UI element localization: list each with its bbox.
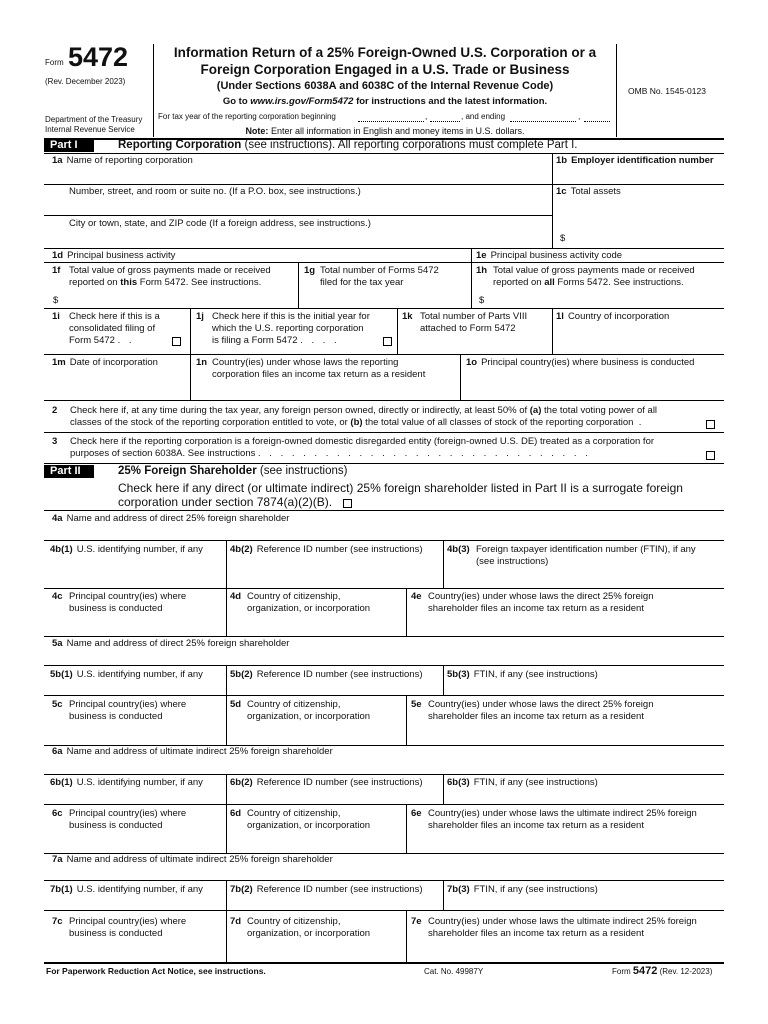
ein-input[interactable] xyxy=(556,168,721,182)
paperwork-notice: For Paperwork Reduction Act Notice, see instructions. xyxy=(46,966,266,976)
tax-year-line: For tax year of the reporting corporation beginning xyxy=(158,112,336,121)
note-line: Note: Enter all information in English and money items in U.S. dollars. xyxy=(245,126,525,136)
part2-title: 25% Foreign Shareholder (see instructions) xyxy=(118,465,348,477)
line-7a-label: 7a Name and address of ultimate indirect 25% foreign shareholder xyxy=(52,854,333,865)
line-1m-label: 1m Date of incorporation xyxy=(52,357,158,368)
line-1j-label: 1j Check here if this is the initial year for which the U.S. reporting corporation is filing a Form 5472 . . . . xyxy=(196,311,370,346)
form-title-line1: Information Return of a 25% Foreign-Owned U.S. Corporation or a xyxy=(173,45,597,60)
line-1e-label: 1e Principal business activity code xyxy=(476,250,623,261)
line-1d-label: 1d Principal business activity xyxy=(52,250,176,261)
total-assets-input[interactable] xyxy=(570,231,720,245)
line-1a-label: 1a Name of reporting corporation xyxy=(52,155,193,166)
tax-year-begin-input[interactable] xyxy=(358,121,424,122)
line-5c-label: 5c Principal country(ies) where business is conducted xyxy=(52,699,187,722)
gross-payments-all-dollar: $ xyxy=(479,295,485,306)
form-title-line2: Foreign Corporation Engaged in a U.S. Trade or Business xyxy=(200,62,570,77)
line-2-label: 2 Check here if, at any time during the tax year, any foreign person owned, directly or indirectly, at least 50% of (a) the total voting power of all classes of the stock of the reporting corporation entitled to vote, or (b) the total value of all classes of stock of the reporting corporation . xyxy=(52,405,658,428)
line-4d-label: 4d Country of citizenship, organization, or incorporation xyxy=(230,591,371,614)
surrogate-foreign-text: Check here if any direct (or ultimate indirect) 25% foreign shareholder listed in Part II is a surrogate foreign corporation under section 7874(a)(2)(B). xyxy=(118,481,683,509)
line-6e-label: 6e Country(ies) under whose laws the ultimate indirect 25% foreign shareholder files an income tax return as a resident xyxy=(411,808,697,831)
line-1f-label: 1f Total value of gross payments made or received reported on this Form 5472. See instructions. xyxy=(52,265,271,288)
line-1h-label: 1h Total value of gross payments made or received reported on all Forms 5472. See instructions. xyxy=(476,265,695,288)
form-number: 5472 xyxy=(68,42,129,72)
line-6d-label: 6d Country of citizenship, organization, or incorporation xyxy=(230,808,371,831)
irs-url-link[interactable]: www.irs.gov/Form5472 xyxy=(250,96,354,107)
omb-number: OMB No. 1545-0123 xyxy=(628,86,706,96)
line-7b3-label: 7b(3) FTIN, if any (see instructions) xyxy=(447,884,598,895)
city-label: City or town, state, and ZIP code (If a foreign address, see instructions.) xyxy=(69,218,371,229)
tax-year-begin-year-input[interactable] xyxy=(430,121,460,122)
line-6a-label: 6a Name and address of ultimate indirect 25% foreign shareholder xyxy=(52,746,333,757)
line-1k-label: 1k Total number of Parts VIII attached to Form 5472 xyxy=(402,311,528,334)
consolidated-filing-checkbox[interactable] xyxy=(172,337,181,346)
line-4b2-label: 4b(2) Reference ID number (see instructions) xyxy=(230,544,423,555)
form-word: Form xyxy=(45,58,64,67)
line-7d-label: 7d Country of citizenship, organization, or incorporation xyxy=(230,916,371,939)
line-4e-label: 4e Country(ies) under whose laws the direct 25% foreign shareholder files an income tax return as a resident xyxy=(411,591,654,614)
line-5b3-label: 5b(3) FTIN, if any (see instructions) xyxy=(447,669,598,680)
city-input[interactable] xyxy=(52,231,547,245)
line-6c-label: 6c Principal country(ies) where business is conducted xyxy=(52,808,187,831)
foreign-owned-de-checkbox[interactable] xyxy=(706,451,715,460)
surrogate-foreign-checkbox[interactable] xyxy=(343,499,352,508)
total-assets-dollar: $ xyxy=(560,233,566,244)
reporting-corp-name-input[interactable] xyxy=(52,168,547,182)
initial-year-checkbox[interactable] xyxy=(383,337,392,346)
line-5a-label: 5a Name and address of direct 25% foreign shareholder xyxy=(52,638,290,649)
line-6b3-label: 6b(3) FTIN, if any (see instructions) xyxy=(447,777,598,788)
line-5b2-label: 5b(2) Reference ID number (see instructions) xyxy=(230,669,423,680)
gross-payments-this-dollar: $ xyxy=(53,295,59,306)
line-1b-label: 1b Employer identification number xyxy=(556,155,714,166)
tax-year-end-input[interactable] xyxy=(510,121,576,122)
instructions-url-line: Go to www.irs.gov/Form5472 for instructions and the latest information. xyxy=(222,96,548,107)
line-7e-label: 7e Country(ies) under whose laws the ultimate indirect 25% foreign shareholder files an income tax return as a resident xyxy=(411,916,697,939)
line-1g-label: 1g Total number of Forms 5472 filed for the tax year xyxy=(304,265,439,288)
line-5b1-label: 5b(1) U.S. identifying number, if any xyxy=(50,669,203,680)
line-4a-label: 4a Name and address of direct 25% foreign shareholder xyxy=(52,513,290,524)
footer-form-id: Form 5472 (Rev. 12-2023) xyxy=(612,965,713,977)
catalog-number: Cat. No. 49987Y xyxy=(424,967,484,976)
dept-irs: Internal Revenue Service xyxy=(45,125,135,134)
line-5e-label: 5e Country(ies) under whose laws the direct 25% foreign shareholder files an income tax return as a resident xyxy=(411,699,654,722)
tax-year-end-year-input[interactable] xyxy=(584,121,610,122)
part1-label: Part I xyxy=(44,139,94,152)
line-1n-label: 1n Country(ies) under whose laws the reporting corporation files an income tax return as a resident xyxy=(196,357,426,380)
line-6b2-label: 6b(2) Reference ID number (see instructions) xyxy=(230,777,423,788)
form-header: Form 5472 (Rev. December 2023) Department of the Treasury Internal Revenue Service Information Return of a 25% Foreign-Owned U.S. Corporation or a Foreign Corporation Engaged in a U.S. Trade or Business (Under Sections 6038A and 6038C of the Internal Revenue Code) Go to www.irs.gov/Form5472 for instructions and the latest information. For tax year of the reporting corporation beginning , , and ending , Note: Enter all information in English and money items in U.S. dollars. OMB No. 1545-0123 xyxy=(45,42,706,136)
line-7c-label: 7c Principal country(ies) where business is conducted xyxy=(52,916,187,939)
line-6b1-label: 6b(1) U.S. identifying number, if any xyxy=(50,777,203,788)
street-input[interactable] xyxy=(52,199,547,213)
line-1l-label: 1l Country of incorporation xyxy=(556,311,670,322)
line-7b1-label: 7b(1) U.S. identifying number, if any xyxy=(50,884,203,895)
part2-label: Part II xyxy=(44,465,94,478)
line-4b3-label: 4b(3) Foreign taxpayer identification number (FTIN), if any (see instructions) xyxy=(447,544,696,567)
part1-title: Reporting Corporation (see instructions). All reporting corporations must complete Part I. xyxy=(118,139,578,151)
line-7b2-label: 7b(2) Reference ID number (see instructions) xyxy=(230,884,423,895)
form-revision: (Rev. December 2023) xyxy=(45,77,126,86)
street-label: Number, street, and room or suite no. (If a P.O. box, see instructions.) xyxy=(69,186,361,197)
foreign-owned-50pct-checkbox[interactable] xyxy=(706,420,715,429)
form-subtitle: (Under Sections 6038A and 6038C of the Internal Revenue Code) xyxy=(216,80,554,92)
line-1c-label: 1c Total assets xyxy=(556,186,621,197)
dept-treasury: Department of the Treasury xyxy=(45,115,143,124)
line-5d-label: 5d Country of citizenship, organization, or incorporation xyxy=(230,699,371,722)
line-1o-label: 1o Principal country(ies) where business is conducted xyxy=(466,357,695,368)
line-1i-label: 1i Check here if this is a consolidated filing of Form 5472 . . xyxy=(52,311,160,346)
line-3-label: 3 Check here if the reporting corporation is a foreign-owned domestic disregarded entity (foreign-owned U.S. DE) treated as a corporation for purposes of section 6038A. See instructions . . . . . . . . . . . . . . . . . . . . . . . . . . . . . . xyxy=(52,436,655,459)
line-4b1-label: 4b(1) U.S. identifying number, if any xyxy=(50,544,203,555)
line-4c-label: 4c Principal country(ies) where business is conducted xyxy=(52,591,187,614)
